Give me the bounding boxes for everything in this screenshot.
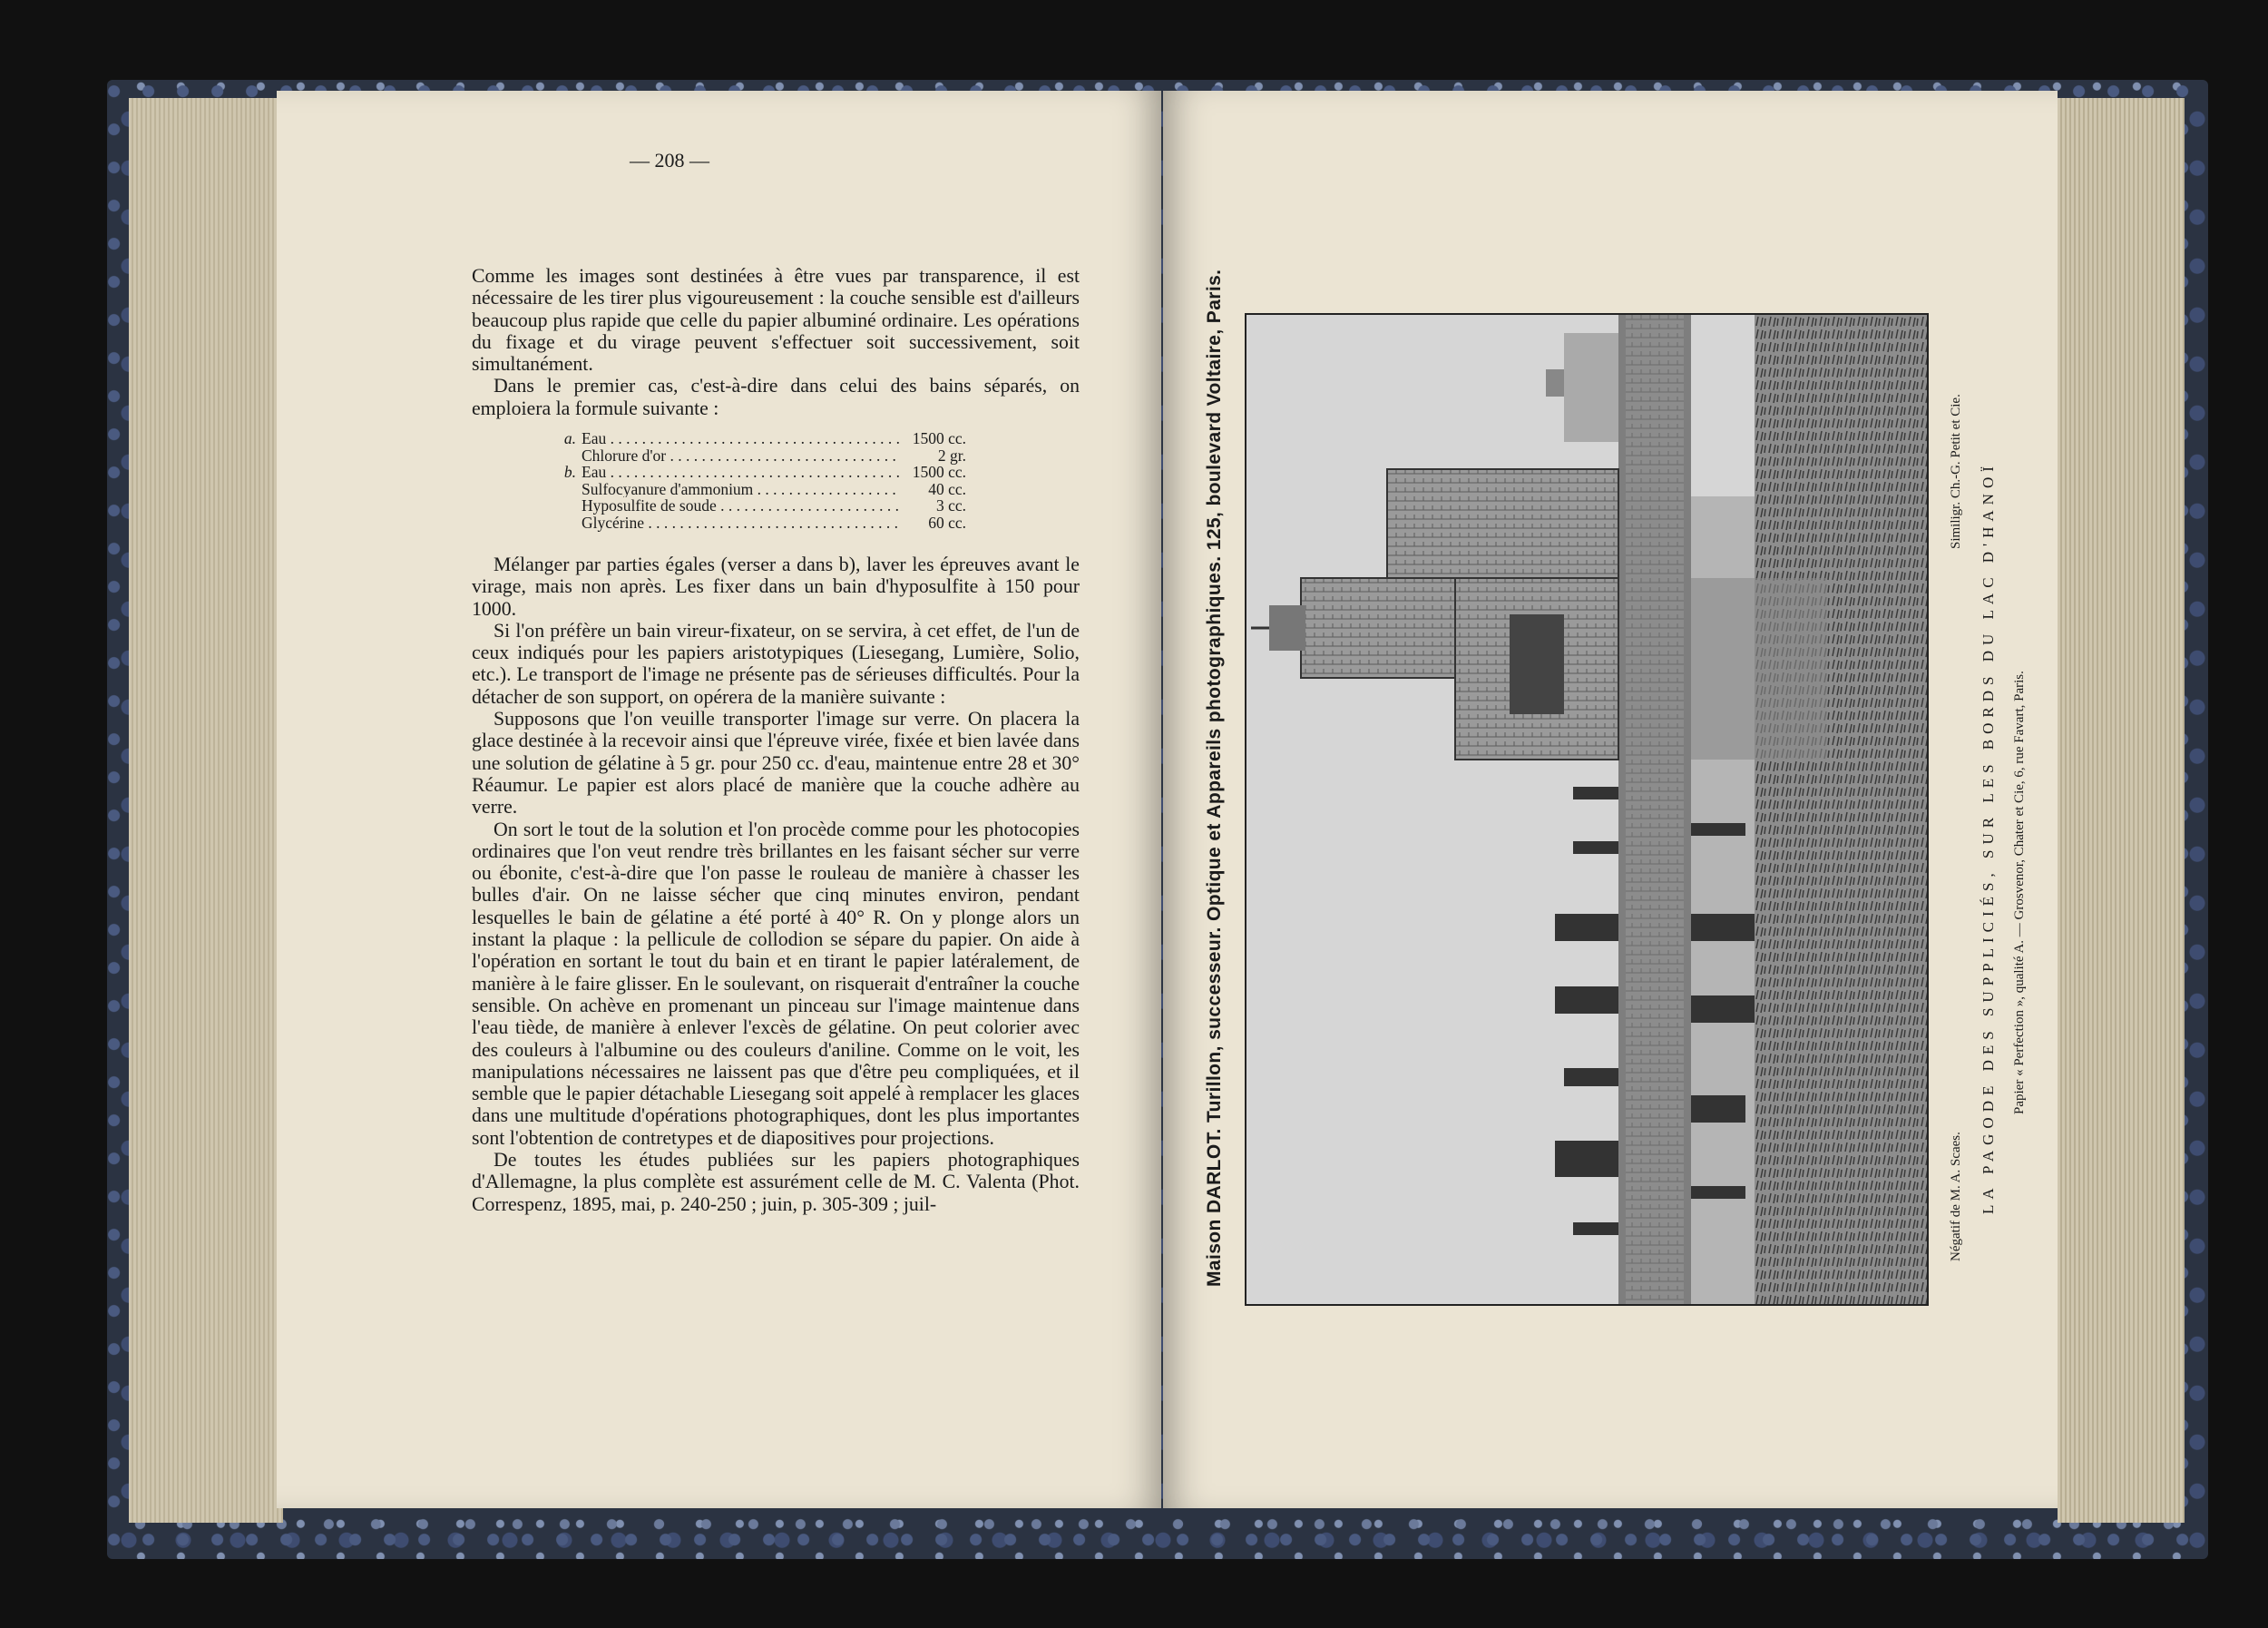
formula-letter: a. (563, 429, 576, 447)
formula-letter: b. (563, 463, 576, 482)
formula-row (549, 430, 966, 447)
paragraph: Comme les images sont destinées à être vues par transparence, il est nécessaire de les tirer plus vigoureusement : la couche sensible est d'ailleurs beaucoup plus rapide que celle du papier albuminé ordinaire. Les opérations du fixage et du virage peuvent s'effectuer soit successivement, soit simultanément. (472, 265, 1080, 376)
paragraph: On sort le tout de la solution et l'on procède comme pour les photocopies ordinaires que l'on veut rendre très brillantes en les faisant sécher sur verre ou ébonite, c'est-à-dire que l'on passe le rouleau de manière à chasser les bulles d'air. On ne laisse sécher que cinq minutes environ, pendant lesquelles le bain de gélatine a été porté à 40° R. On y plonge alors un instant la plaque : la pellicule de collodion se sépare du papier. On aide à l'opération en sortant le tout du bain et en tirant le papier latéralement, de manière à le faire glisser. En le soulevant, on risquerait d'entraîner la couche sensible. On achève en promenant un pinceau sur l'image maintenue dans l'eau tiède, de manière à enlever l'excès de gélatine. On peut colorier avec des couleurs à l'albumine ou des couleurs d'aniline. Comme on le voit, les manipulations nécessaires ne laissent pas que d'être peu compliquées, et il semble que le papier détachable Liesegang soit appelé à remplacer les glaces dans une multitude d'opérations photographiques, dont les plus importantes sont l'obtention de contretypes et de diapositives pour projections. (472, 818, 1080, 1149)
plate-credit-negative: Négatif de M. A. Scaes. (1949, 1132, 1963, 1261)
formula-row (549, 464, 966, 481)
page-edges-right (2058, 98, 2185, 1523)
formula-ingredient: Glycérine . . . (582, 515, 901, 532)
formula-quantity: 3 cc. (935, 496, 966, 515)
plate-credit-engraver: Similigr. Ch.-G. Petit et Cie. (1949, 394, 1963, 549)
paragraph: Dans le premier cas, c'est-à-dire dans celui des bains séparés, on emploiera la formule suivante : (472, 375, 1080, 419)
pagoda-photo-illustration (1246, 315, 1927, 1304)
formula-ingredient: Eau . . . (582, 464, 901, 481)
formula-row (549, 515, 966, 532)
formula-row (549, 481, 966, 498)
body-text-main (472, 554, 1080, 1215)
plate-caption-advertiser: Maison DARLOT. Turillon, successeur. Optique et Appareils photographiques. 125, boulevard Voltaire, Paris. (1204, 269, 1225, 1287)
formula-ingredient: Sulfocyanure d'ammonium . . . (582, 481, 901, 498)
formula-quantity: 40 cc. (928, 479, 966, 498)
formula-ingredient: Hyposulfite de soude . . . (582, 497, 901, 515)
formula-table (549, 430, 966, 532)
formula-quantity: 1500 cc. (912, 429, 966, 447)
paragraph: De toutes les études publiées sur les papiers photographiques d'Allemagne, la plus complète est assurément celle de M. C. Valenta (Phot. Correspenz, 1895, mai, p. 240-250 ; juin, p. 305-309 ; juil- (472, 1149, 1080, 1215)
formula-ingredient: Chlorure d'or . . . (582, 447, 901, 465)
page-number: — 208 — (630, 149, 709, 172)
formula-row (549, 497, 966, 515)
paragraph: Si l'on préfère un bain vireur-fixateur, on se servira, à cet effet, de l'un de ceux indiqués pour les papiers aristotypiques (Liesegang, Lumière, Solio, etc.). Le transport de l'image ne présente pas de sérieuses difficultés. Pour la détacher de son support, on opérera de la manière suivante : (472, 619, 1080, 708)
paragraph: Mélanger par parties égales (verser a dans b), laver les épreuves avant le virage, mais non après. Les fixer dans un bain d'hyposulfite à 150 pour 1000. (472, 554, 1080, 620)
page-edges-left (129, 98, 283, 1523)
paragraph: Supposons que l'on veuille transporter l'image sur verre. On placera la glace destinée à la recevoir ainsi que l'épreuve virée, fixée et bien lavée dans une solution de gélatine à 5 gr. pour 250 cc. d'eau, maintenue entre 28 et 30° Réaumur. Le papier est alors placé de manière que la couche adhère au verre. (472, 708, 1080, 819)
formula-row (549, 447, 966, 465)
formula-quantity: 60 cc. (928, 513, 966, 532)
formula-quantity: 1500 cc. (912, 463, 966, 482)
formula-ingredient: Eau . . . (582, 430, 901, 447)
formula-quantity: 2 gr. (937, 446, 966, 465)
plate-title: LA PAGODE DES SUPPLICIÉS, SUR LES BORDS DU LAC D'HANOÏ (1980, 461, 1997, 1214)
plate-photograph (1245, 313, 1929, 1306)
plate-credit-paper: Papier « Perfection », qualité A. — Grosvenor, Chater et Cie, 6, rue Favart, Paris. (2012, 671, 2027, 1114)
body-text-top (472, 265, 1080, 419)
